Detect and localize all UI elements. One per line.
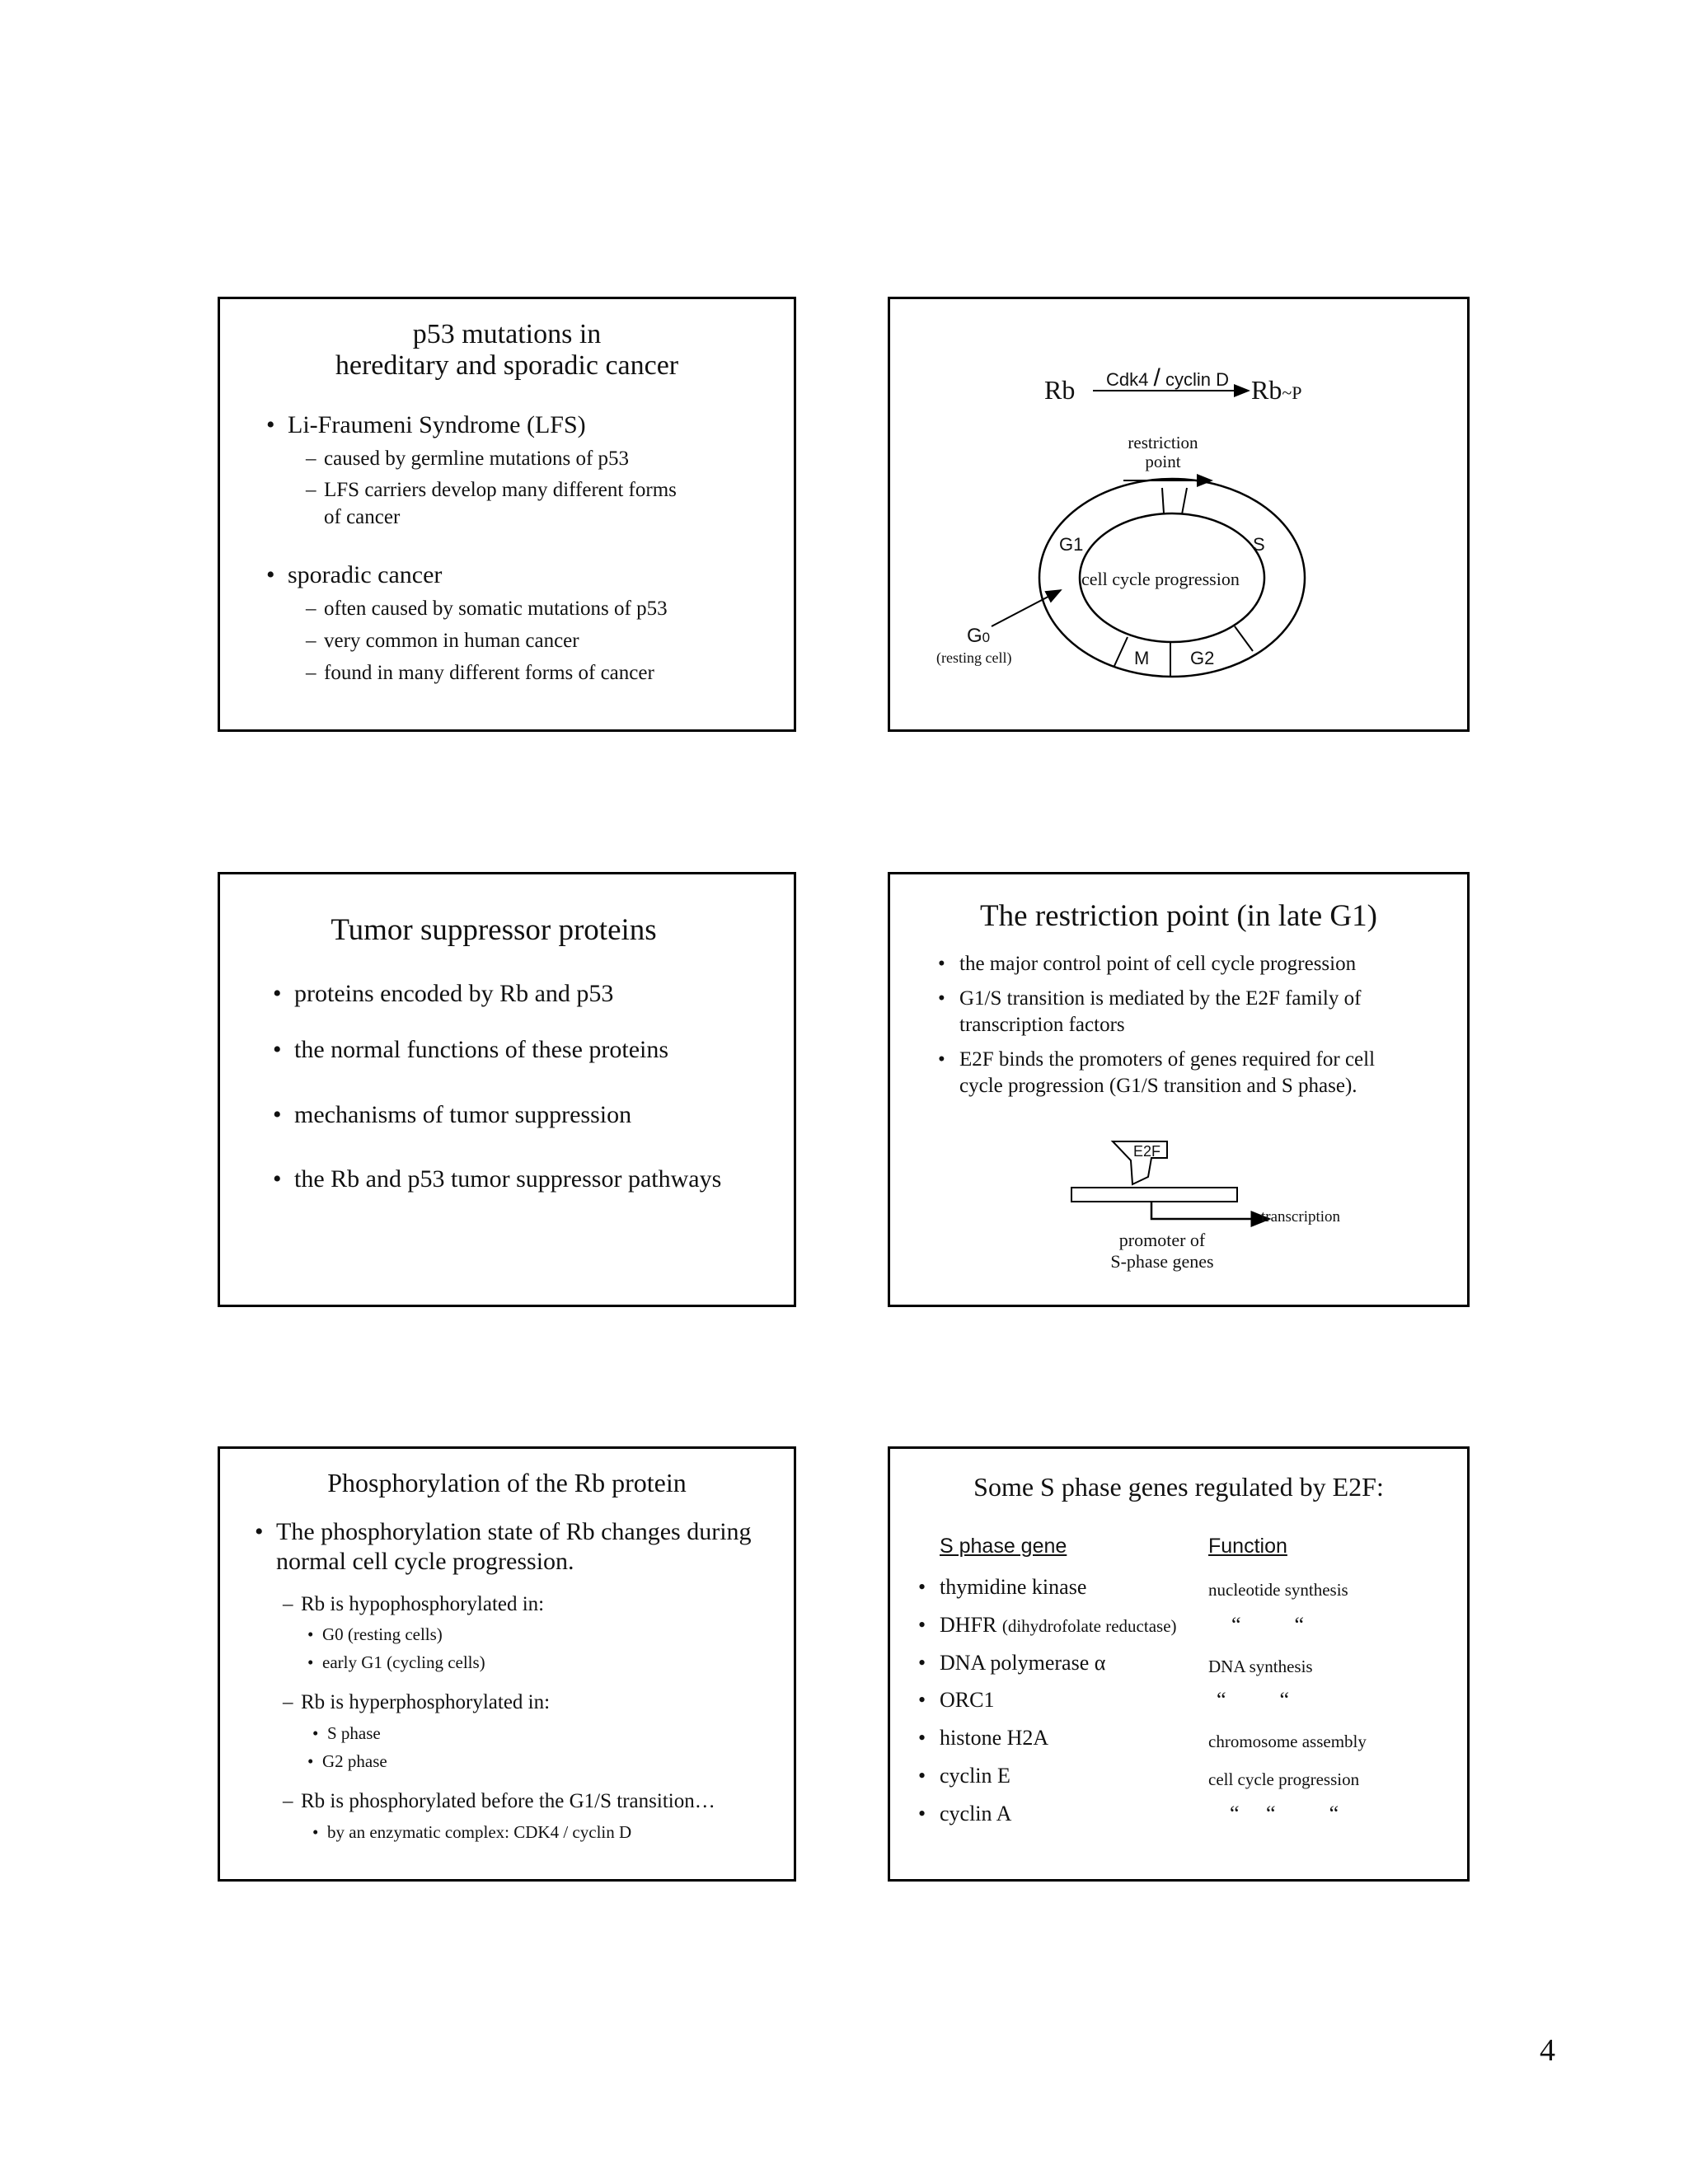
cell-cycle-progression-label: cell cycle progression	[1081, 569, 1240, 589]
sub-sub-bullet: • early G1 (cycling cells)	[322, 1652, 485, 1673]
gene-name: histone H2A	[940, 1726, 1049, 1750]
gene-name: DHFR	[940, 1613, 997, 1637]
m-label: M	[1134, 648, 1150, 668]
slide-title: Some S phase genes regulated by E2F:	[973, 1472, 1384, 1502]
sub-bullet: – caused by germline mutations of p53	[324, 448, 629, 471]
column-header-gene: S phase gene	[940, 1535, 1067, 1558]
slide-title: Phosphorylation of the Rb protein	[327, 1468, 687, 1497]
bullet: • proteins encoded by Rb and p53	[294, 980, 613, 1008]
table-row-gene	[940, 1764, 1010, 1788]
table-row-gene	[940, 1651, 1105, 1675]
transcription-label: transcription	[1261, 1208, 1341, 1226]
rb-p-sub: ~P	[1282, 382, 1302, 403]
bullet: • the Rb and p53 tumor suppressor pathways	[294, 1165, 721, 1193]
g0-main: G	[967, 625, 982, 647]
table-row-function: “ “	[1217, 1688, 1290, 1712]
restriction-line-1: restriction	[1128, 433, 1198, 452]
gene-name: DNA polymerase α	[940, 1651, 1106, 1675]
gene-name: cyclin A	[940, 1802, 1012, 1825]
slide-title: Tumor suppressor proteins	[331, 913, 657, 947]
sub-bullet: – Rb is hypophosphorylated in:	[301, 1593, 544, 1616]
enzyme-label	[1106, 364, 1229, 392]
phase-divider	[1114, 637, 1128, 666]
slide-restriction-point	[888, 872, 1470, 1307]
bullet-continuation: cycle progression (G1/S transition and S phase).	[959, 1075, 1357, 1097]
g1-label: G1	[1059, 534, 1084, 555]
bullet-continuation: normal cell cycle progression.	[276, 1548, 574, 1575]
sub-bullet: – LFS carriers develop many different forms	[324, 479, 677, 502]
sub-bullet: – Rb is phosphorylated before the G1/S transition…	[301, 1790, 715, 1813]
bullet: • E2F binds the promoters of genes required for cell	[959, 1048, 1375, 1071]
g0-sub: 0	[982, 630, 991, 645]
sub-sub-bullet: • S phase	[327, 1723, 381, 1744]
restriction-line-2: point	[1145, 452, 1181, 471]
g0-label	[967, 625, 990, 648]
sub-bullet: – Rb is hyperphosphorylated in:	[301, 1691, 550, 1714]
g2-label: G2	[1190, 648, 1215, 668]
sub-bullet: – found in many different forms of cancer	[324, 662, 654, 685]
gene-name: thymidine kinase	[940, 1575, 1087, 1599]
s-label: S	[1253, 534, 1265, 555]
table-row-function: “ “	[1231, 1613, 1305, 1637]
table-row-gene	[940, 1688, 994, 1713]
gene-full-name: (dihydrofolate reductase)	[1001, 1616, 1177, 1636]
table-row-function: “ “ “	[1230, 1802, 1339, 1825]
bullet: • The phosphorylation state of Rb changes during	[276, 1518, 752, 1546]
sub-sub-bullet: • G2 phase	[322, 1751, 387, 1772]
restriction-mark	[1162, 488, 1164, 513]
bullet: • the normal functions of these proteins	[294, 1036, 668, 1064]
bullet: • G1/S transition is mediated by the E2F family of	[959, 987, 1361, 1010]
rb-p-main: Rb	[1251, 375, 1282, 405]
table-row-function: DNA synthesis	[1208, 1657, 1313, 1676]
sub-bullet: – often caused by somatic mutations of p53	[324, 598, 668, 621]
sub-bullet-continuation: of cancer	[324, 506, 401, 528]
slide-p53-mutations	[218, 297, 796, 732]
cyclin-d-text: cyclin D	[1165, 369, 1229, 390]
promoter-box	[1071, 1188, 1237, 1202]
cdk4-text: Cdk4	[1106, 369, 1149, 390]
slide-cell-cycle-diagram	[888, 297, 1470, 732]
slide-tumor-suppressor-proteins	[218, 872, 796, 1307]
column-header-function: Function	[1208, 1535, 1287, 1558]
gene-name: cyclin E	[940, 1764, 1010, 1788]
rb-label: Rb	[1044, 375, 1076, 405]
slide-s-phase-genes	[888, 1446, 1470, 1882]
slide-title: The restriction point (in late G1)	[980, 899, 1377, 933]
g0-entry-arrow	[992, 590, 1061, 626]
promoter-label	[1080, 1230, 1245, 1272]
table-row-function: nucleotide synthesis	[1208, 1580, 1348, 1600]
title-line-2: hereditary and sporadic cancer	[335, 350, 679, 381]
title-line-1: p53 mutations in	[412, 319, 602, 349]
sub-bullet: – very common in human cancer	[324, 630, 579, 653]
sub-sub-bullet: • G0 (resting cells)	[322, 1624, 443, 1645]
rb-phosphorylated-label	[1251, 375, 1301, 405]
page-number: 4	[1540, 2033, 1555, 2068]
bullet-sporadic: • sporadic cancer	[288, 561, 442, 589]
restriction-mark	[1182, 488, 1187, 514]
bullet-continuation: transcription factors	[959, 1014, 1125, 1036]
restriction-point-label	[1101, 434, 1225, 471]
bullet: • mechanisms of tumor suppression	[294, 1101, 631, 1129]
sub-sub-bullet: • by an enzymatic complex: CDK4 / cyclin D	[327, 1822, 631, 1843]
slide-title	[220, 319, 794, 382]
e2f-label: E2F	[1133, 1143, 1161, 1160]
bullet-lfs: • Li-Fraumeni Syndrome (LFS)	[288, 411, 586, 439]
table-row-gene	[940, 1575, 1086, 1600]
transcription-arrow	[1151, 1202, 1269, 1219]
slash-text: /	[1153, 364, 1160, 391]
table-row-function: cell cycle progression	[1208, 1769, 1360, 1789]
bullet: • the major control point of cell cycle progression	[959, 953, 1356, 976]
resting-cell-label: (resting cell)	[936, 649, 1012, 666]
slide-rb-phosphorylation	[218, 1446, 796, 1882]
phase-divider	[1235, 626, 1253, 651]
table-row-gene	[940, 1613, 1177, 1638]
table-row-function: chromosome assembly	[1208, 1732, 1367, 1751]
table-row-gene	[940, 1726, 1048, 1750]
table-row-gene	[940, 1802, 1011, 1826]
promoter-line-1: promoter of	[1118, 1230, 1206, 1250]
promoter-line-2: S-phase genes	[1110, 1251, 1214, 1272]
gene-name: ORC1	[940, 1688, 995, 1712]
